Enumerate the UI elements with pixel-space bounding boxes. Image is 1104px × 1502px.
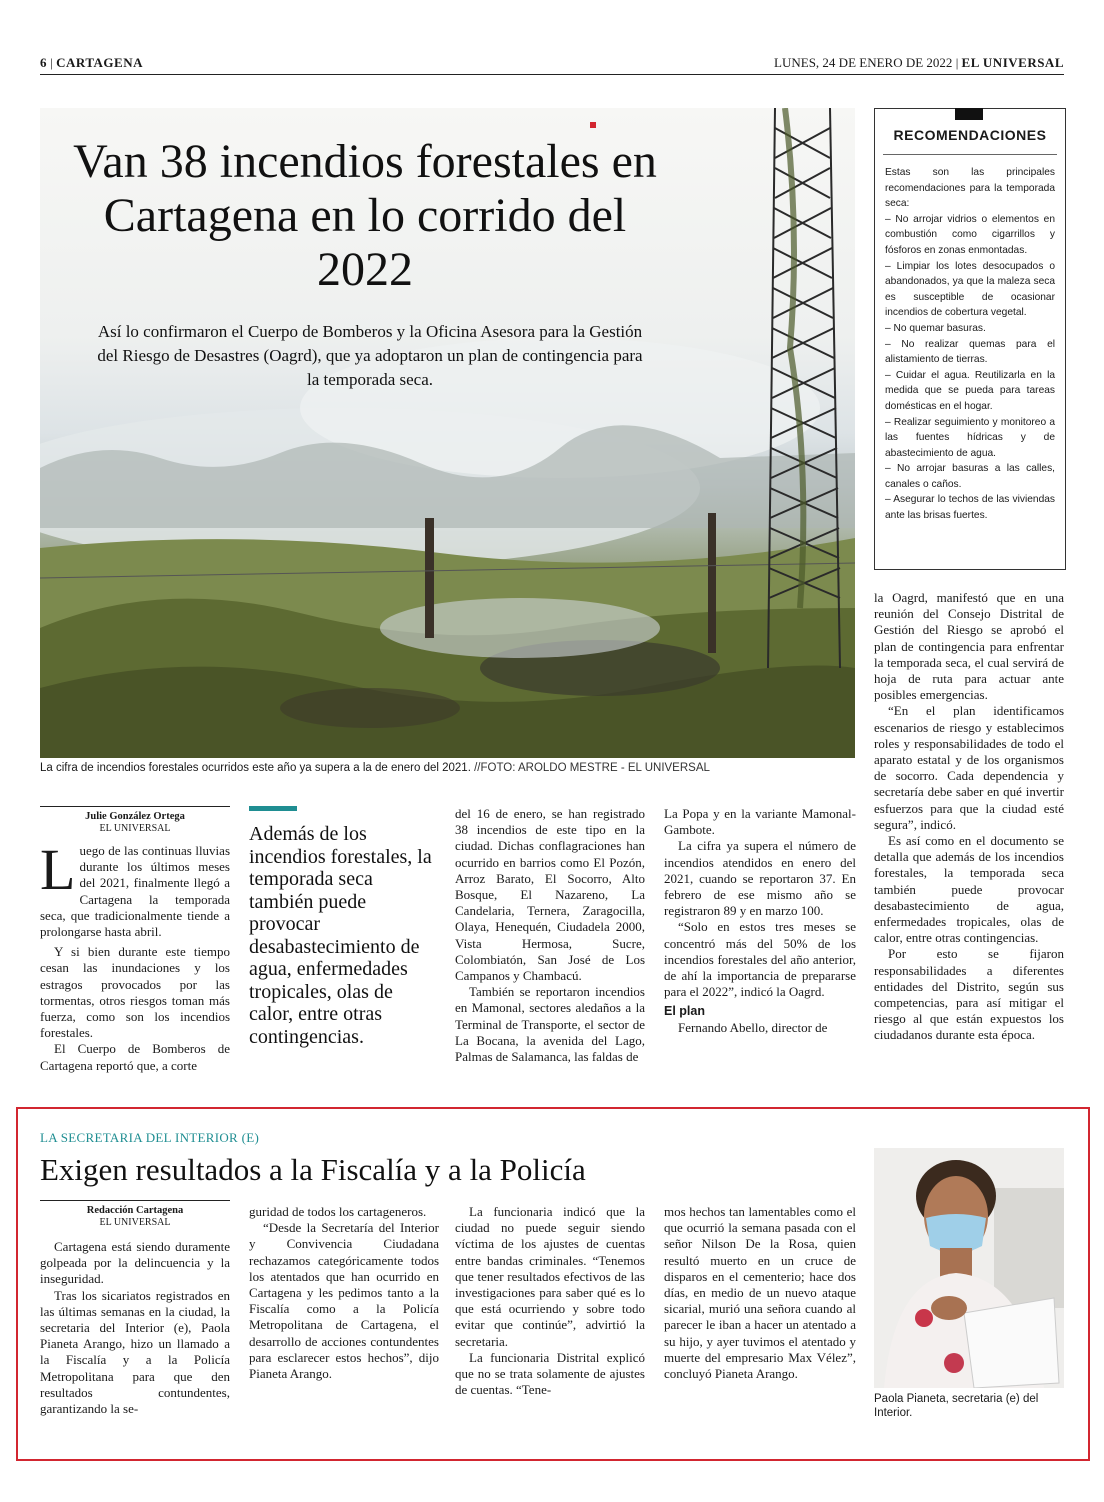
lead-text: uego de las continuas lluvias durante los últimos meses del 2021, finalmente llegó a Cartagena la temporada seca, que tradicionalmente tiende a prolongarse hasta abril. (40, 843, 230, 940)
main-column-4 (664, 806, 856, 1036)
page-dateline: LUNES, 24 DE ENERO DE 2022 | EL UNIVERSAL (774, 55, 1064, 70)
portrait-photo (874, 1148, 1064, 1388)
photo-credit: //FOTO: AROLDO MESTRE - EL UNIVERSAL (474, 762, 710, 774)
newspaper-name: EL UNIVERSAL (961, 55, 1064, 70)
body-paragraph: “En el plan identificamos escenarios de riesgo y establecimos roles y responsabilidades de todo el aparato estatal y de los organismos de socorro. Cada dependencia y secretaría debe saber en qué invertir esfuerzos para que la ciudad esté segura”, indicó. (874, 703, 1064, 832)
body-paragraph: Tras los sicariatos registrados en las últimas semanas en la ciudad, la secretaria del Interior (e), Paola Pianeta Arango, hizo un llamado a la Fiscalía y a la Policía Metropolitana para que den resultados contundentes, garantizando la se- (40, 1287, 230, 1417)
main-headline: Van 38 incendios forestales en Cartagena en lo corrido del 2022 (73, 135, 657, 296)
body-paragraph: la Oagrd, manifestó que en una reunión del Consejo Distrital de Gestión del Riesgo se aprobó el plan de contingencia para enfrentar la temporada seca, el cual servirá de hoja de ruta para actuar ante posibles emergencias. (874, 590, 1064, 703)
body-paragraph: También se reportaron incendios en Mamonal, sectores aledaños a la Terminal de Transporte, el sector de La Bocana, la avenida del Lago, Palmas de Salamanca, las faldas de (455, 984, 645, 1065)
recommendations-title-rule (883, 154, 1057, 155)
pull-quote: Además de los incendios forestales, la temporada seca también puede provocar desabastecimiento de agua, enfermedades tropicales, olas de calor, entre otras contingencias. (249, 823, 432, 1048)
second-column-3 (455, 1204, 645, 1398)
body-paragraph: “Solo en estos tres meses se concentró más del 50% de los incendios forestales del año anterior, de ahí la importancia de prepararse para el 2022”, indicó la Oagrd. (664, 919, 856, 1000)
section-name: CARTAGENA (56, 55, 143, 70)
body-paragraph: La funcionaria Distrital explicó que no se trata solamente de ajustes de cuentas. “Tene- (455, 1349, 645, 1398)
author-name: Redacción Cartagena (86, 1205, 184, 1216)
body-paragraph: Cartagena está siendo duramente golpeada por la delincuencia y la inseguridad. (40, 1239, 230, 1287)
photo-caption-text: La cifra de incendios forestales ocurridos este año ya supera a la de enero del 2021. (40, 762, 471, 774)
recommendation-item: – No arrojar vidrios o elementos en combustión como cigarrillos y fósforos en zonas enmontadas. (885, 213, 1055, 256)
portrait-illustration (874, 1148, 1064, 1388)
second-column-4 (664, 1204, 856, 1382)
author-name: Julie González Ortega (85, 811, 185, 822)
body-paragraph: Fernando Abello, director de (678, 1019, 828, 1035)
author-org: EL UNIVERSAL (99, 1217, 171, 1228)
photo-caption (40, 762, 855, 774)
pull-quote-block (249, 806, 434, 1048)
lead-paragraph (40, 837, 230, 940)
drop-cap: L (40, 837, 76, 902)
body-paragraph: La Popa y en la variante Mamonal-Gambote. (664, 806, 856, 838)
second-column-1 (40, 1200, 230, 1417)
body-paragraph: “Desde la Secretaría del Interior y Convivencia Ciudadana rechazamos categóricamente todos los atentados que han ocurrido en Cartagena y les pedimos tanto a la Fiscalía como a la Policía Metropolitana de Cartagena, el desarrollo de acciones contundentes para esclarecer estos hechos”, dijo Pianeta Arango. (249, 1220, 439, 1382)
headline-red-dot (590, 122, 596, 128)
second-column-2 (249, 1204, 439, 1382)
recommendation-item: – Asegurar lo techos de las viviendas ante las brisas fuertes. (885, 494, 1055, 522)
body-paragraph: del 16 de enero, se han registrado 38 incendios de este tipo en la ciudad. Dichas conflagraciones han ocurrido en barrios como El Pozón, Arroz Barato, El Socorro, Alto Bosque, El Nazareno, La Candelaria, Ternera, Zaragocilla, Olaya, Henequén, Ciudadela 2000, Vista Hermosa, Sucre, Colombiatón, San José de Los Campanos y Chambacú. (455, 806, 645, 984)
body-paragraph: La cifra ya supera el número de incendios atendidos en enero del 2021, cuando se reportaron 37. En febrero de ese mismo año se registraron 89 y en marzo 100. (664, 838, 856, 919)
recommendation-item: – Realizar seguimiento y monitoreo a las fuentes hídricas y de abastecimiento de agua. (885, 416, 1055, 459)
main-column-5 (874, 590, 1064, 1044)
section-subhead: El plan (664, 1004, 705, 1019)
body-paragraph: Por esto se fijaron responsabilidades a diferentes entidades del Distrito, según sus competencias, para así mitigar el riesgo al que están expuestos los ciudadanos durante esta época. (874, 946, 1064, 1043)
second-headline: Exigen resultados a la Fiscalía y a la Policía (40, 1152, 586, 1187)
recommendation-item: – Cuidar el agua. Reutilizarla en la medida que se pueda para tareas domésticas en el hogar. (885, 369, 1055, 412)
recommendation-item: – No realizar quemas para el alistamiento de tierras. (885, 338, 1055, 366)
recommendations-box (874, 108, 1066, 570)
author-org: EL UNIVERSAL (99, 823, 171, 834)
page-number: 6 (40, 55, 47, 70)
body-paragraph: Es así como en el documento se detalla que además de los incendios forestales, la temporada seca también puede provocar desabastecimiento de agua, enfermedades tropicales, olas de calor, entre otras contingencias. (874, 833, 1064, 946)
body-paragraph: La funcionaria indicó que la ciudad no puede seguir siendo víctima de los ajustes de cuentas entre bandas criminales. “Tenemos que tener resultados efectivos de las investigaciones para saber qué es lo que está ocurriendo y sobre todo evitar que continúe”, advirtió la secretaria. (455, 1204, 645, 1349)
page-header (40, 52, 1064, 75)
byline-rule (40, 1200, 230, 1201)
recommendations-list (885, 165, 1055, 524)
story-kicker: LA SECRETARIA DEL INTERIOR (E) (40, 1130, 260, 1145)
box-tab-marker (955, 108, 983, 120)
page-folio: 6 | CARTAGENA (40, 55, 143, 70)
main-byline (40, 811, 230, 835)
main-column-3 (455, 806, 645, 1065)
pull-quote-accent-bar (249, 806, 297, 811)
body-paragraph: guridad de todos los cartageneros. (249, 1204, 427, 1219)
body-paragraph: El Cuerpo de Bomberos de Cartagena reportó que, a corte (40, 1041, 230, 1073)
body-paragraph: Y si bien durante este tiempo cesan las inundaciones y los estragos provocados por las tormentas, otros riesgos toman más fuerza, como son los incendios forestales. (40, 944, 230, 1041)
main-column-1 (40, 806, 230, 1074)
recommendation-item: – No quemar basuras. (885, 322, 986, 334)
recommendations-title: RECOMENDACIONES (893, 127, 1047, 143)
byline-rule (40, 806, 230, 807)
recommendations-intro: Estas son las principales recomendaciones para la temporada seca: (885, 167, 1055, 210)
main-deck: Así lo confirmaron el Cuerpo de Bomberos y la Oficina Asesora para la Gestión del Riesgo de Desastres (Oagrd), que ya adoptaron un plan de contingencia para la temporada seca. (97, 322, 643, 389)
issue-date: LUNES, 24 DE ENERO DE 2022 (774, 55, 953, 70)
recommendation-item: – No arrojar basuras a las calles, canales o caños. (885, 463, 1055, 490)
portrait-caption: Paola Pianeta, secretaria (e) del Interior. (874, 1393, 1039, 1419)
body-paragraph: mos hechos tan lamentables como el que ocurrió la semana pasada con el señor Nilson De la Rosa, quien resultó muerto en un cruce de disparos en el cementerio; hace dos días, en medio de un nuevo ataque sicarial, murió una señora cuando al parecer le iban a hacer un atentado a su hijo, y ayer tuvimos el atentado y muerte del empresario Max Vélez”, concluyó Pianeta Arango. (664, 1204, 856, 1382)
recommendation-item: – Limpiar los lotes desocupados o abandonados, ya que la maleza seca es susceptible de ocasionar incendios de cobertura vegetal. (885, 260, 1055, 319)
second-byline (40, 1205, 230, 1229)
